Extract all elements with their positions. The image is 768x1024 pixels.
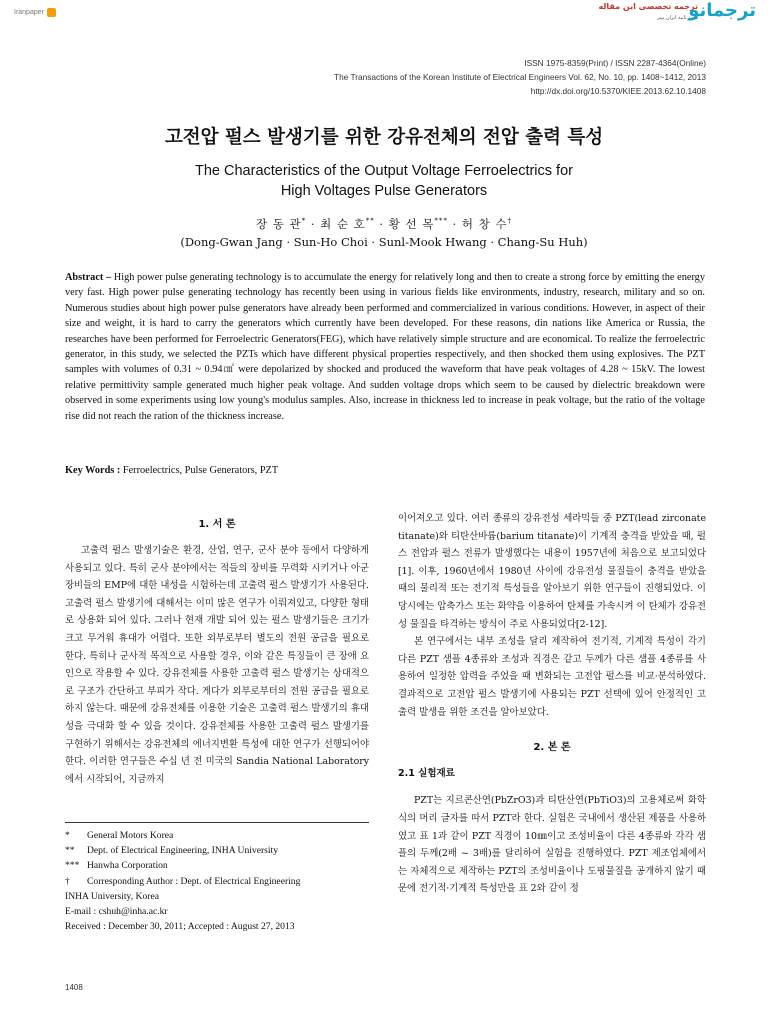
footnote-corresponding: † Corresponding Author : Dept. of Electrical Engineering	[65, 875, 301, 887]
tarjomano-tagline: ترجمه تخصصی این مقاله	[598, 2, 698, 11]
right-paragraph-3: PZT는 지르콘산연(PbZrO3)과 티탄산연(PbTiO3)의 고용체로써 화학식의 머리 글자를 따서 PZT라 한다. 실험은 국내에서 생산된 제품을 사용하였고 표 1과 같이 PZT 직경이 10㎜이고 조성비율이 다른 4종류와 각각 샘플의 두께(2배 ~ 3배)를 달리하여 실험을 진행하였다. PZT 제조업체에서는 자체적으로 제작하는 PZT의 조성비율이나 도핑물질을 공개하지 않기 때문에 전기적·기계적 특성만을 표 2와 같이 정	[398, 795, 706, 895]
left-column	[65, 542, 369, 788]
abstract-text: High power pulse generating technology is to accumulate the energy for relatively long and then to create a strong force by emitting the energy very fast. High power pulse generating technology has recently been using in various fields like environments, industry, research, military and so on. Numerous studies about high power pulse generators have already been performed and commercialized in various conditions. However, in aspect of their size and weight, it is hard to carry the generators which currently have been developed. For these reasons, din nations like America or Russia, the researches have been performed for Ferroelectric Generators(FEG), which have relatively simple structure and are economical. To realize the ferroelectric generator, in this study, we selected the PZTs which have different physical properties respectively, and then shocked them using explosives. The PZT samples with volumes of 0.31 ~ 0.94㎤ were depolarized by shocked and produced the waveform that have peak voltages of 4.28 ~ 15kV. The lowest relative permittivity sample generated much higher peak voltage. And sudden voltage drops which seem to be caused by dielectric breakdown were observed in some experiments using low young's modulus samples. Also, increase in thickness led to increase in peak voltage, but the ratio of the voltage rise did not reach the ration of the thickness increase.	[65, 272, 705, 422]
iranpaper-logo-icon	[47, 8, 56, 17]
abstract	[65, 270, 705, 424]
keywords-label: Key Words :	[65, 465, 123, 476]
received-accepted-dates: Received : December 30, 2011; Accepted : August 27, 2013	[65, 921, 295, 933]
title-english-line1: The Characteristics of the Output Voltage Ferroelectrics for	[195, 163, 573, 179]
authors-korean: 장 동 관* · 최 순 호** · 황 선 목*** · 허 창 수†	[256, 217, 512, 231]
right-paragraph-2: 본 연구에서는 내부 조성을 달리 제작하여 전기적, 기계적 특성이 각기 다른 PZT 샘플 4종류와 조성과 직경은 같고 두께가 다른 샘플 4종류를 사용하여 일정한 압력을 주었을 때 변화되는 고전압 펄스를 비교·분석하였다. 결과적으로 고전압 펄스 발생기에 사용되는 PZT 선택에 있어 안정적인 고출력 발생을 위한 조건을 알아보았다.	[398, 636, 706, 718]
right-column	[398, 510, 706, 898]
title-korean: 고전압 펄스 발생기를 위한 강유전체의 전압 출력 특성	[164, 127, 604, 148]
subsection-2-1-heading: 2.1 실험재료	[398, 767, 455, 779]
page-number: 1408	[65, 983, 83, 992]
footnote-affiliation: INHA University, Korea	[65, 890, 159, 902]
footnote-3: *** Hanwha Corporation	[65, 860, 168, 872]
doi-link[interactable]: http://dx.doi.org/10.5370/KIEE.2013.62.10.1408	[530, 86, 706, 96]
iranpaper-logo	[14, 5, 70, 19]
footnote-email[interactable]: E-mail : cshuh@inha.ac.kr	[65, 906, 168, 918]
title-english-line2: High Voltages Pulse Generators	[280, 183, 488, 199]
keywords	[65, 465, 705, 476]
tarjomano-brand: ترجمانو	[688, 0, 756, 21]
issn-line: ISSN 1975-8359(Print) / ISSN 2287-4364(Online)	[524, 58, 706, 68]
tarjomano-subtagline: مورد تایید ایران پیپر	[657, 15, 698, 21]
keywords-text: Ferroelectrics, Pulse Generators, PZT	[122, 465, 279, 476]
tarjomano-logo	[600, 0, 760, 28]
introduction-paragraph: 고출력 펄스 발생기술은 환경, 산업, 연구, 군사 분야 등에서 다양하게 사용되고 있다. 특히 군사 분야에서는 적들의 장비를 무력화 시키거나 아군 장비들의 EMP에 대한 내성을 시험하는데 고출력 펄스 발생기가 사용된다. 고출력 펄스 발생기에 대해서는 이미 많은 연구가 이뤄져있고, 다양한 형태로 상용화 되어 있다. 그러나 현재 개발 되어 있는 펄스 발생기들은 크기가 크고 무거워 휴대가 어렵다. 또한 외부로부터 별도의 전원 공급을 필요로 한다. 특히나 군사적 목적으로 사용할 경우, 이와 같은 특징들이 큰 장애 요인으로 작용할 수 있다. 강유전체를 사용한 고출력 펄스 발생기는 상대적으로 구조가 간단하고 부피가 작다. 게다가 외부로부터의 전원 공급을 필요로 하지 않는다. 때문에 강유전체를 이용한 기술은 고출력 펄스 발생기의 휴대성을 극대화 할 수 있을 것이다. 강유전체를 사용한 고출력 펄스 발생기를 구현하기 위해서는 강유전체의 에너지변환 특성에 대한 연구가 선행되어야 한다. 이러한 연구들은 수십 년 전 미국의 Sandia National Laboratory에서 시작되어, 지금까지	[65, 545, 369, 785]
right-paragraph-1: 이어져오고 있다. 여러 종류의 강유전성 세라믹들 중 PZT(lead zirconate titanate)와 티탄산바륨(barium titanate)이 기계적 충격을 받았을 때, 펄스 전압과 펄스 전류가 발생했다는 내용이 1957년에 처음으로 보고되었다[1]. 이후, 1960년에서 1980년 사이에 강유전성 물질들이 충격을 받았을 때의 물리적 또는 전기적 특성들을 알아보기 위한 연구들이 진행되었다. 이 당시에는 압축가스 또는 화약을 이용하여 탄체를 가속시켜 이 탄체가 강유전성 물질을 타격하는 방식이 주로 사용되었다[2-12].	[398, 513, 706, 630]
footnotes	[65, 828, 375, 934]
iranpaper-logo-text: Iranpaper	[14, 8, 44, 16]
journal-line: The Transactions of the Korean Institute of Electrical Engineers Vol. 62, No. 10, pp. 1408~1412, 2013	[334, 72, 706, 82]
footnote-1: * General Motors Korea	[65, 830, 174, 841]
footnote-2: ** Dept. of Electrical Engineering, INHA University	[65, 845, 279, 857]
abstract-label: Abstract –	[65, 272, 114, 283]
authors-english: (Dong-Gwan Jang · Sun-Ho Choi · Sunl-Mook Hwang · Chang-Su Huh)	[180, 235, 588, 249]
section-1-heading: 1. 서 론	[198, 519, 236, 530]
section-2-heading: 2. 본 론	[533, 742, 571, 754]
footnote-divider	[65, 822, 369, 823]
